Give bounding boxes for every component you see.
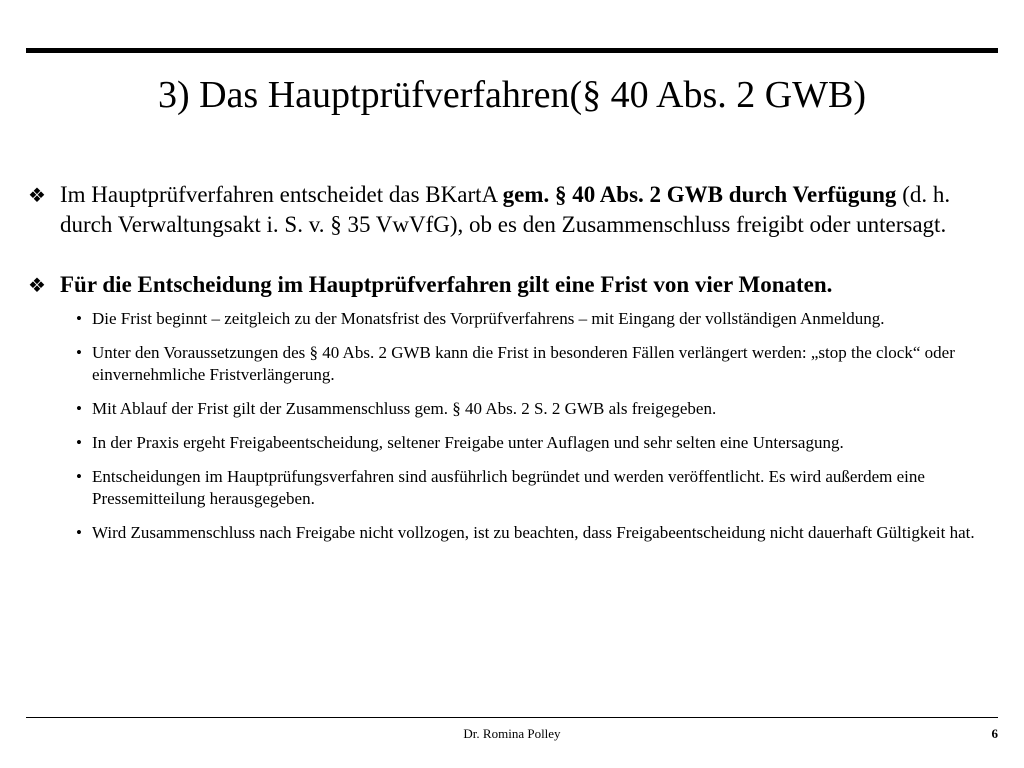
dot-bullet-icon: • xyxy=(76,399,82,418)
diamond-bullet-icon: ❖ xyxy=(28,183,46,207)
slide-title: 3) Das Hauptprüfverfahren(§ 40 Abs. 2 GWB) xyxy=(157,74,867,116)
main-bullet-1 xyxy=(28,180,998,240)
dot-bullet-icon: • xyxy=(76,309,82,328)
dot-bullet-icon: • xyxy=(76,523,82,542)
sub-bullet-item xyxy=(76,466,998,510)
footer-author: Dr. Romina Polley xyxy=(463,726,561,741)
sub-bullet-list xyxy=(28,308,998,544)
sub-bullet-item xyxy=(76,522,998,544)
dot-bullet-icon: • xyxy=(76,343,82,362)
sub-bullet-text: Wird Zusammenschluss nach Freigabe nicht vollzogen, ist zu beachten, dass Freigabeentscheidung nicht dauerhaft Gültigkeit hat. xyxy=(92,523,975,542)
dot-bullet-icon: • xyxy=(76,433,82,452)
main-bullet-2 xyxy=(28,270,998,300)
slide-content xyxy=(28,180,998,556)
sub-bullet-item xyxy=(76,342,998,386)
sub-bullet-item xyxy=(76,432,998,454)
sub-bullet-text: Entscheidungen im Hauptprüfungsverfahren sind ausführlich begründet und werden veröffentlicht. Es wird außerdem eine Pressemitteilung herausgegeben. xyxy=(92,467,925,508)
sub-bullet-item xyxy=(76,398,998,420)
sub-bullet-item xyxy=(76,308,998,330)
dot-bullet-icon: • xyxy=(76,467,82,486)
sub-bullet-text: Unter den Voraussetzungen des § 40 Abs. 2 GWB kann die Frist in besonderen Fällen verlängert werden: „stop the clock“ oder einvernehmliche Fristverlängerung. xyxy=(92,343,955,384)
page-number: 6 xyxy=(991,726,998,741)
main-bullet-1-bold-text: gem. § 40 Abs. 2 GWB durch Verfügung xyxy=(502,182,897,207)
sub-bullet-text: Mit Ablauf der Frist gilt der Zusammenschluss gem. § 40 Abs. 2 S. 2 GWB als freigegeben. xyxy=(92,399,717,418)
sub-bullet-text: In der Praxis ergeht Freigabeentscheidung, seltener Freigabe unter Auflagen und sehr selten eine Untersagung. xyxy=(92,433,844,452)
sub-bullet-text: Die Frist beginnt – zeitgleich zu der Monatsfrist des Vorprüfverfahrens – mit Eingang der vollständigen Anmeldung. xyxy=(92,309,885,328)
footer-rule xyxy=(26,717,998,718)
main-bullet-2-text: Für die Entscheidung im Hauptprüfverfahren gilt eine Frist von vier Monaten. xyxy=(60,272,833,297)
main-bullet-1-rest-text: (d. h. durch Verwaltungsakt i. S. v. § 35 VwVfG), ob es den Zusammenschluss freigibt oder untersagt. xyxy=(60,182,951,237)
diamond-bullet-icon: ❖ xyxy=(28,273,46,297)
main-bullet-1-text: Im Hauptprüfverfahren entscheidet das BKartA xyxy=(60,182,503,207)
top-rule xyxy=(26,48,998,53)
